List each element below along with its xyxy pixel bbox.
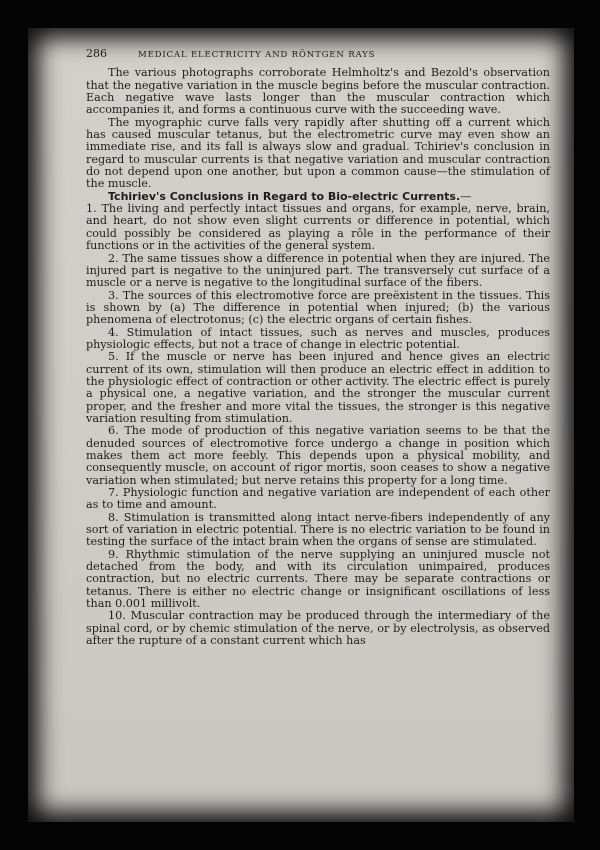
list-item: 7. Physiologic function and negative variation are independent of each other as to time and amount.	[86, 486, 550, 512]
page-text	[86, 48, 550, 648]
list-item: 6. The mode of production of this negative variation seems to be that the denuded sources of electromotive force undergo a change in position which makes them act more feebly. This depends upon a physical mobility, and consequently muscle, on account of rigor mortis, soon ceases to show a negative variation when stimulated; but nerve retains this property for a long time.	[86, 424, 550, 487]
running-head	[86, 48, 550, 61]
book-page	[28, 28, 574, 822]
paragraph: The myographic curve falls very rapidly after shutting off a current which has caused muscular tetanus, but the electrometric curve may even show an immediate rise, and its fall is always slow and gradual. Tchiriev's conclusion in regard to muscular currents is that negative variation and muscular contraction do not depend upon one another, but upon a common cause—the stimulation of the muscle.	[86, 115, 550, 191]
list-item: 5. If the muscle or nerve has been injured and hence gives an electric current of its own, stimulation will then produce an electric effect in addition to the physiologic effect of contraction or other activity. The electric effect is purely a physical one, a negative variation, and the stronger the muscular current proper, and the fresher and more vital the tissues, the stronger is this negative variation resulting from stimulation.	[86, 350, 550, 425]
list-item: 4. Stimulation of intact tissues, such as nerves and muscles, produces physiologic effects, but not a trace of change in electric potential.	[86, 325, 550, 351]
paragraph: The various photographs corroborate Helmholtz's and Bezold's observation that the negative variation in the muscle begins before the muscular contraction. Each negative wave lasts longer than the muscular contraction which accompanies it, and forms a continuous curve with the succeeding wave.	[86, 66, 550, 117]
list-item: 8. Stimulation is transmitted along intact nerve-fibers independently of any sort of variation in electric potential. There is no electric variation to be found in testing the surface of the intact brain when the organs of sense are stimulated.	[86, 510, 550, 549]
list-item: 10. Muscular contraction may be produced through the intermediary of the spinal cord, or by chemic stimulation of the nerve, or by electrolysis, as observed after the rupture of a constant current which has	[86, 609, 550, 648]
section-heading: Tchiriev's Conclusions in Regard to Bio-electric Currents.	[108, 189, 461, 203]
running-title: MEDICAL ELECTRICITY AND RÖNTGEN RAYS	[138, 50, 376, 60]
list-item: 2. The same tissues show a difference in potential when they are injured. The injured part is negative to the uninjured part. The transversely cut surface of a muscle or a nerve is negative to the longitudinal surface of the fibers.	[86, 251, 550, 290]
page-number: 286	[86, 47, 107, 60]
list-item: 1. The living and perfectly intact tissues and organs, for example, nerve, brain, and heart, do not show even slight currents or difference in potential, which could possibly be considered as playing a rôle in the performance of their functions or in the activities of the general system.	[86, 202, 550, 253]
heading-dash: —	[460, 189, 472, 203]
list-item: 3. The sources of this electromotive force are preëxistent in the tissues. This is shown by (a) The difference in potential when injured; (b) the various phenomena of electrotonus; (c) the electric organs of certain fishes.	[86, 288, 550, 327]
list-item: 9. Rhythmic stimulation of the nerve supplying an uninjured muscle not detached from the body, and with its circulation unimpaired, produces contraction, but no electric currents. There may be separate contractions or tetanus. There is either no electric change or insignificant oscillations of less than 0.001 millivolt.	[86, 547, 550, 611]
